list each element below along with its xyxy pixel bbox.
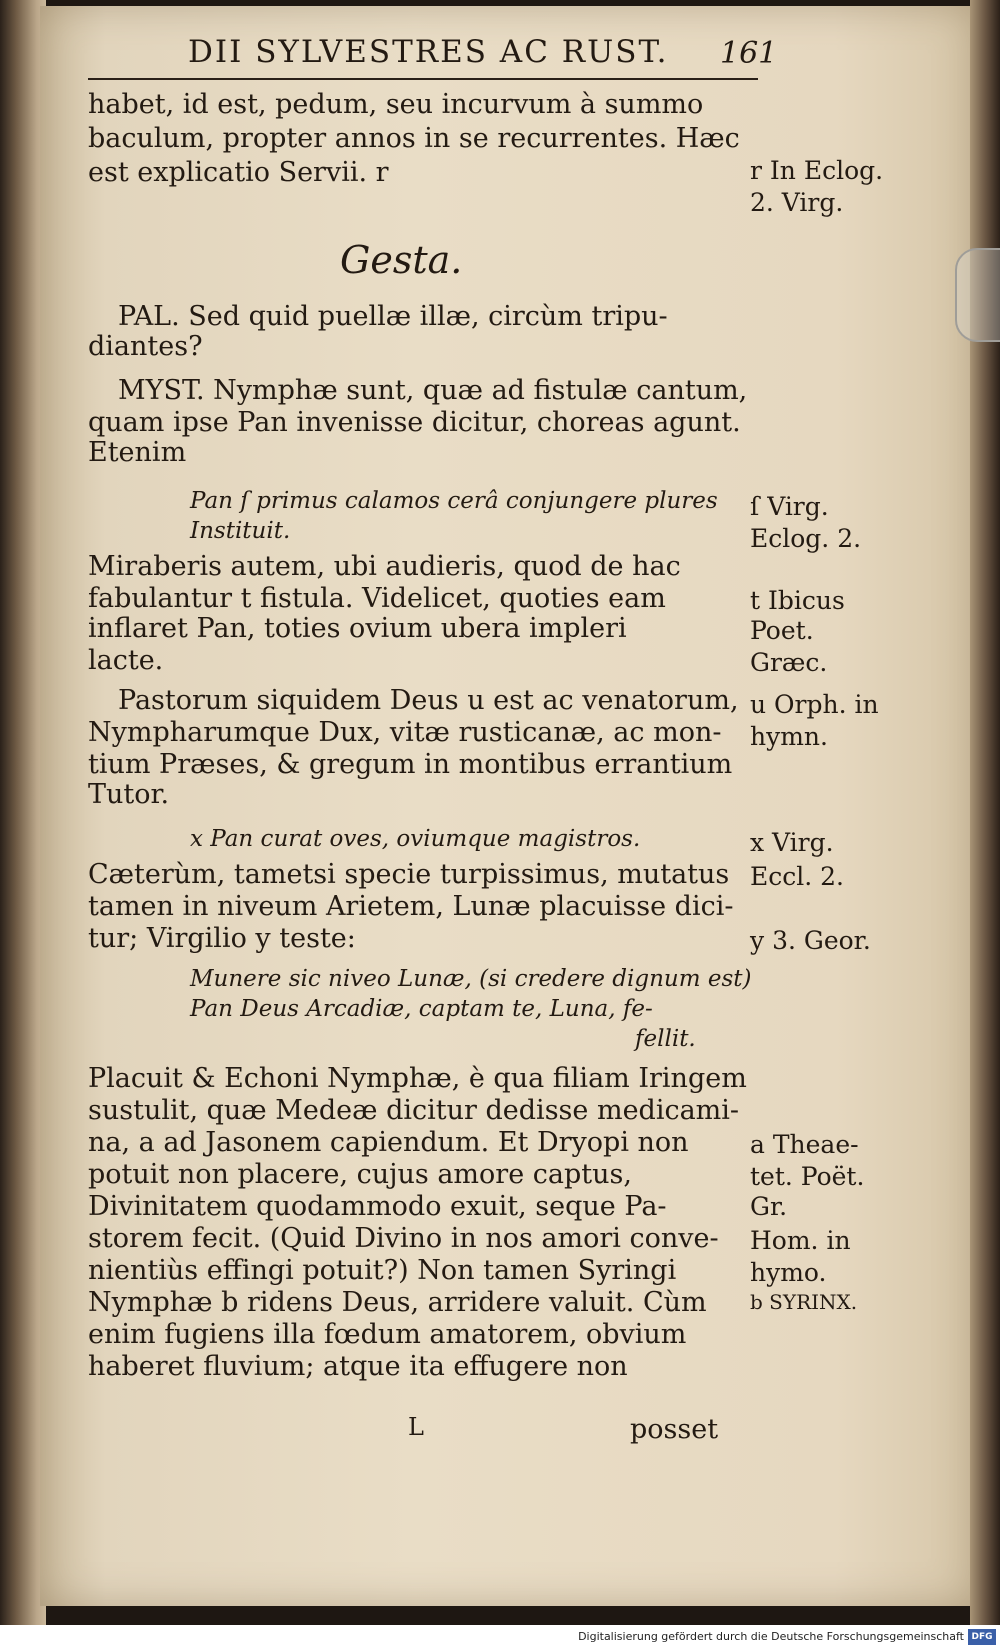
dfg-logo: DFG bbox=[968, 1629, 996, 1645]
page-content bbox=[40, 6, 975, 1606]
text-line: haberet fluvium; atque ita effugere non bbox=[88, 1351, 628, 1382]
dialogue-line: diantes? bbox=[88, 331, 203, 362]
margin-note: 2. Virg. bbox=[750, 188, 844, 217]
margin-note: x Virg. bbox=[750, 828, 834, 857]
text-line: sustulit, quæ Medeæ dicitur dedisse medicami- bbox=[88, 1095, 740, 1126]
text-line: enim fugiens illa fœdum amatorem, obvium bbox=[88, 1319, 687, 1350]
margin-note: Eccl. 2. bbox=[750, 862, 844, 891]
dialogue-line: Etenim bbox=[88, 437, 187, 468]
header-rule bbox=[88, 78, 758, 80]
verse-line: Munere sic niveo Lunæ, (si credere dignum est) bbox=[190, 966, 752, 992]
margin-note: tet. Poët. bbox=[750, 1162, 865, 1191]
margin-note: y 3. Geor. bbox=[750, 926, 871, 955]
margin-note: ſ Virg. bbox=[750, 492, 829, 521]
text-line: na, a ad Jasonem capiendum. Et Dryopi non bbox=[88, 1127, 689, 1158]
margin-note: a Theae- bbox=[750, 1130, 859, 1159]
margin-note: Gr. bbox=[750, 1192, 788, 1221]
dialogue-line: MYST. Nymphæ sunt, quæ ad fistulæ cantum, bbox=[118, 375, 748, 406]
margin-note: Eclog. 2. bbox=[750, 524, 862, 553]
signature-mark: L bbox=[408, 1413, 424, 1441]
running-title: DII SYLVESTRES AC RUST. bbox=[188, 34, 669, 70]
text-line: inflaret Pan, toties ovium ubera impleri bbox=[88, 613, 627, 644]
text-line: habet, id est, pedum, seu incurvum à summo bbox=[88, 89, 704, 120]
page-number: 161 bbox=[720, 36, 778, 71]
footer-bar bbox=[0, 1625, 1000, 1650]
margin-note: hymo. bbox=[750, 1258, 827, 1287]
text-line: potuit non placere, cujus amore captus, bbox=[88, 1159, 632, 1190]
margin-note: Græc. bbox=[750, 648, 828, 677]
dialogue-line: quam ipse Pan invenisse dicitur, choreas agunt. bbox=[88, 407, 741, 438]
text-line: Tutor. bbox=[88, 779, 170, 810]
margin-note: Poet. bbox=[750, 616, 814, 645]
text-line: Divinitatem quodammodo exuit, seque Pa- bbox=[88, 1191, 667, 1222]
page-clip-tab bbox=[955, 248, 1000, 342]
text-line: Pastorum siquidem Deus u est ac venatorum, bbox=[118, 685, 739, 716]
margin-note: Hom. in bbox=[750, 1226, 851, 1255]
text-line: Nymphæ b ridens Deus, arridere valuit. Cùm bbox=[88, 1287, 707, 1318]
verse-line: Pan Deus Arcadiæ, captam te, Luna, fe- bbox=[190, 996, 653, 1022]
text-line: baculum, propter annos in se recurrentes. Hæc bbox=[88, 123, 740, 154]
margin-note: t Ibicus bbox=[750, 586, 845, 615]
margin-note: b SYRINX. bbox=[750, 1290, 858, 1314]
text-line: tur; Virgilio y teste: bbox=[88, 923, 356, 954]
text-line: Nympharumque Dux, vitæ rusticanæ, ac mon- bbox=[88, 717, 722, 748]
verse-line: Instituit. bbox=[190, 518, 291, 544]
catchword: posset bbox=[630, 1414, 719, 1445]
verse-line: Pan ſ primus calamos cerâ conjungere plures bbox=[190, 488, 718, 514]
text-line: tium Præses, & gregum in montibus errantium bbox=[88, 749, 733, 780]
margin-note: r In Eclog. bbox=[750, 156, 884, 185]
text-line: nientiùs effingi potuit?) Non tamen Syringi bbox=[88, 1255, 677, 1286]
text-line: Cæterùm, tametsi specie turpissimus, mutatus bbox=[88, 859, 730, 890]
text-line: storem fecit. (Quid Divino in nos amori conve- bbox=[88, 1223, 719, 1254]
margin-note: u Orph. in bbox=[750, 690, 879, 719]
margin-note: hymn. bbox=[750, 722, 828, 751]
dialogue-line: PAL. Sed quid puellæ illæ, circùm tripu- bbox=[118, 301, 668, 332]
text-line: tamen in niveum Arietem, Lunæ placuisse dici- bbox=[88, 891, 734, 922]
footer-credit: Digitalisierung gefördert durch die Deutsche Forschungsgemeinschaft bbox=[578, 1630, 964, 1643]
text-line: lacte. bbox=[88, 645, 164, 676]
verse-line: x Pan curat oves, oviumque magistros. bbox=[190, 826, 641, 852]
book-page bbox=[40, 6, 975, 1606]
text-line: Miraberis autem, ubi audieris, quod de hac bbox=[88, 551, 681, 582]
text-line: fabulantur t fistula. Videlicet, quoties eam bbox=[88, 583, 666, 614]
verse-line: fellit. bbox=[635, 1026, 696, 1052]
text-line: est explicatio Servii. r bbox=[88, 157, 389, 188]
section-heading: Gesta. bbox=[340, 238, 463, 282]
text-line: Placuit & Echoni Nymphæ, è qua filiam Iringem bbox=[88, 1063, 747, 1094]
